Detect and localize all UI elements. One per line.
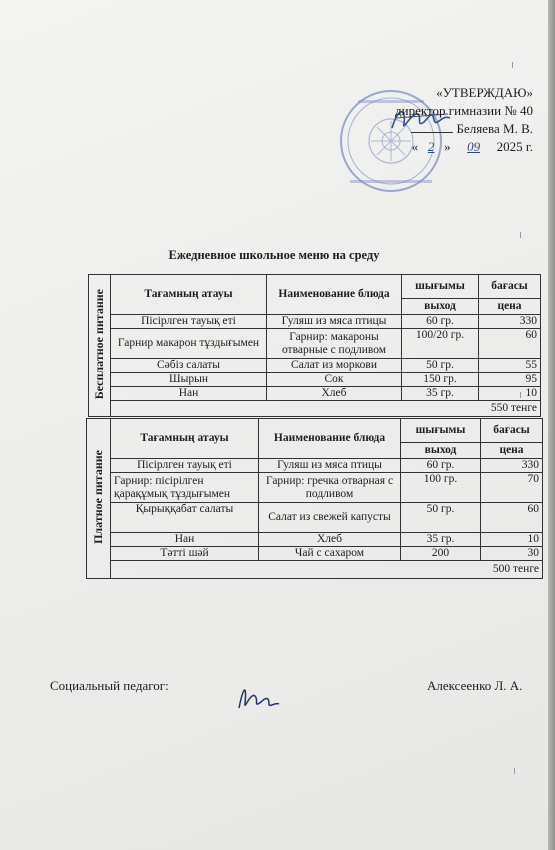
col-yield-ru: выход bbox=[402, 299, 479, 315]
margin-mark bbox=[520, 232, 521, 238]
approval-date-day: 2 bbox=[427, 139, 435, 154]
table-row: Пісірлген тауық еті Гуляш из мяса птицы 60 гр. 330 bbox=[89, 315, 541, 329]
pedagogue-signature bbox=[233, 678, 283, 714]
free-menu-table bbox=[88, 274, 541, 417]
approval-block bbox=[395, 84, 533, 156]
col-price-kz: бағасы bbox=[479, 275, 541, 299]
paid-menu-side-label: Платное питание bbox=[87, 419, 111, 579]
col-kz-name: Тағамның атауы bbox=[111, 419, 259, 459]
approval-signer: Беляева М. В. bbox=[456, 121, 533, 136]
paper-edge bbox=[548, 0, 555, 850]
table-row: Тәтті шәй Чай с сахаром 200 30 bbox=[87, 547, 543, 561]
col-ru-name: Наименование блюда bbox=[259, 419, 401, 459]
footer-name: Алексеенко Л. А. bbox=[427, 678, 523, 693]
menu-title: Ежедневное школьное меню на среду bbox=[168, 248, 380, 262]
table-row: Сәбіз салаты Салат из моркови 50 гр. 55 bbox=[89, 359, 541, 373]
table-row: Нан Хлеб 35 гр. 10 bbox=[89, 387, 541, 401]
approval-date: « 2 » 09 2025 г. bbox=[411, 139, 533, 154]
margin-mark bbox=[520, 392, 521, 398]
free-menu-total: 550 тенге bbox=[111, 401, 541, 417]
col-yield-kz: шығымы bbox=[402, 275, 479, 299]
table-row: Қырыққабат салаты Салат из свежей капусты 50 гр. 60 bbox=[87, 503, 543, 533]
paid-menu-table bbox=[86, 418, 543, 579]
footer-role: Социальный педагог: bbox=[50, 678, 169, 693]
col-yield-ru: выход bbox=[401, 443, 481, 459]
paid-menu-total: 500 тенге bbox=[111, 561, 543, 579]
approval-heading: «УТВЕРЖДАЮ» bbox=[436, 85, 533, 100]
approval-position: директор гимназии № 40 bbox=[395, 103, 533, 118]
table-row: Нан Хлеб 35 гр. 10 bbox=[87, 533, 543, 547]
table-row: Гарнир макарон тұздығымен Гарнир: макароны отварные с подливом 100/20 гр. 60 bbox=[89, 329, 541, 359]
table-row: Пісірлген тауық еті Гуляш из мяса птицы 60 гр. 330 bbox=[87, 459, 543, 473]
col-price-kz: бағасы bbox=[481, 419, 543, 443]
col-kz-name: Тағамның атауы bbox=[111, 275, 267, 315]
margin-mark bbox=[514, 768, 515, 774]
free-menu-side-label: Бесплатное питание bbox=[89, 275, 111, 417]
approval-date-year: 2025 г. bbox=[496, 139, 533, 154]
col-yield-kz: шығымы bbox=[401, 419, 481, 443]
col-price-ru: цена bbox=[481, 443, 543, 459]
approval-signer-line bbox=[395, 120, 533, 138]
table-row: Гарнир: пісірілген қарақұмық тұздығымен Гарнир: гречка отварная с подливом 100 гр. 70 bbox=[87, 473, 543, 503]
approval-date-month: 09 bbox=[467, 139, 481, 154]
table-row: Шырын Сок 150 гр. 95 bbox=[89, 373, 541, 387]
col-ru-name: Наименование блюда bbox=[267, 275, 402, 315]
col-price-ru: цена bbox=[479, 299, 541, 315]
margin-mark bbox=[512, 62, 513, 68]
